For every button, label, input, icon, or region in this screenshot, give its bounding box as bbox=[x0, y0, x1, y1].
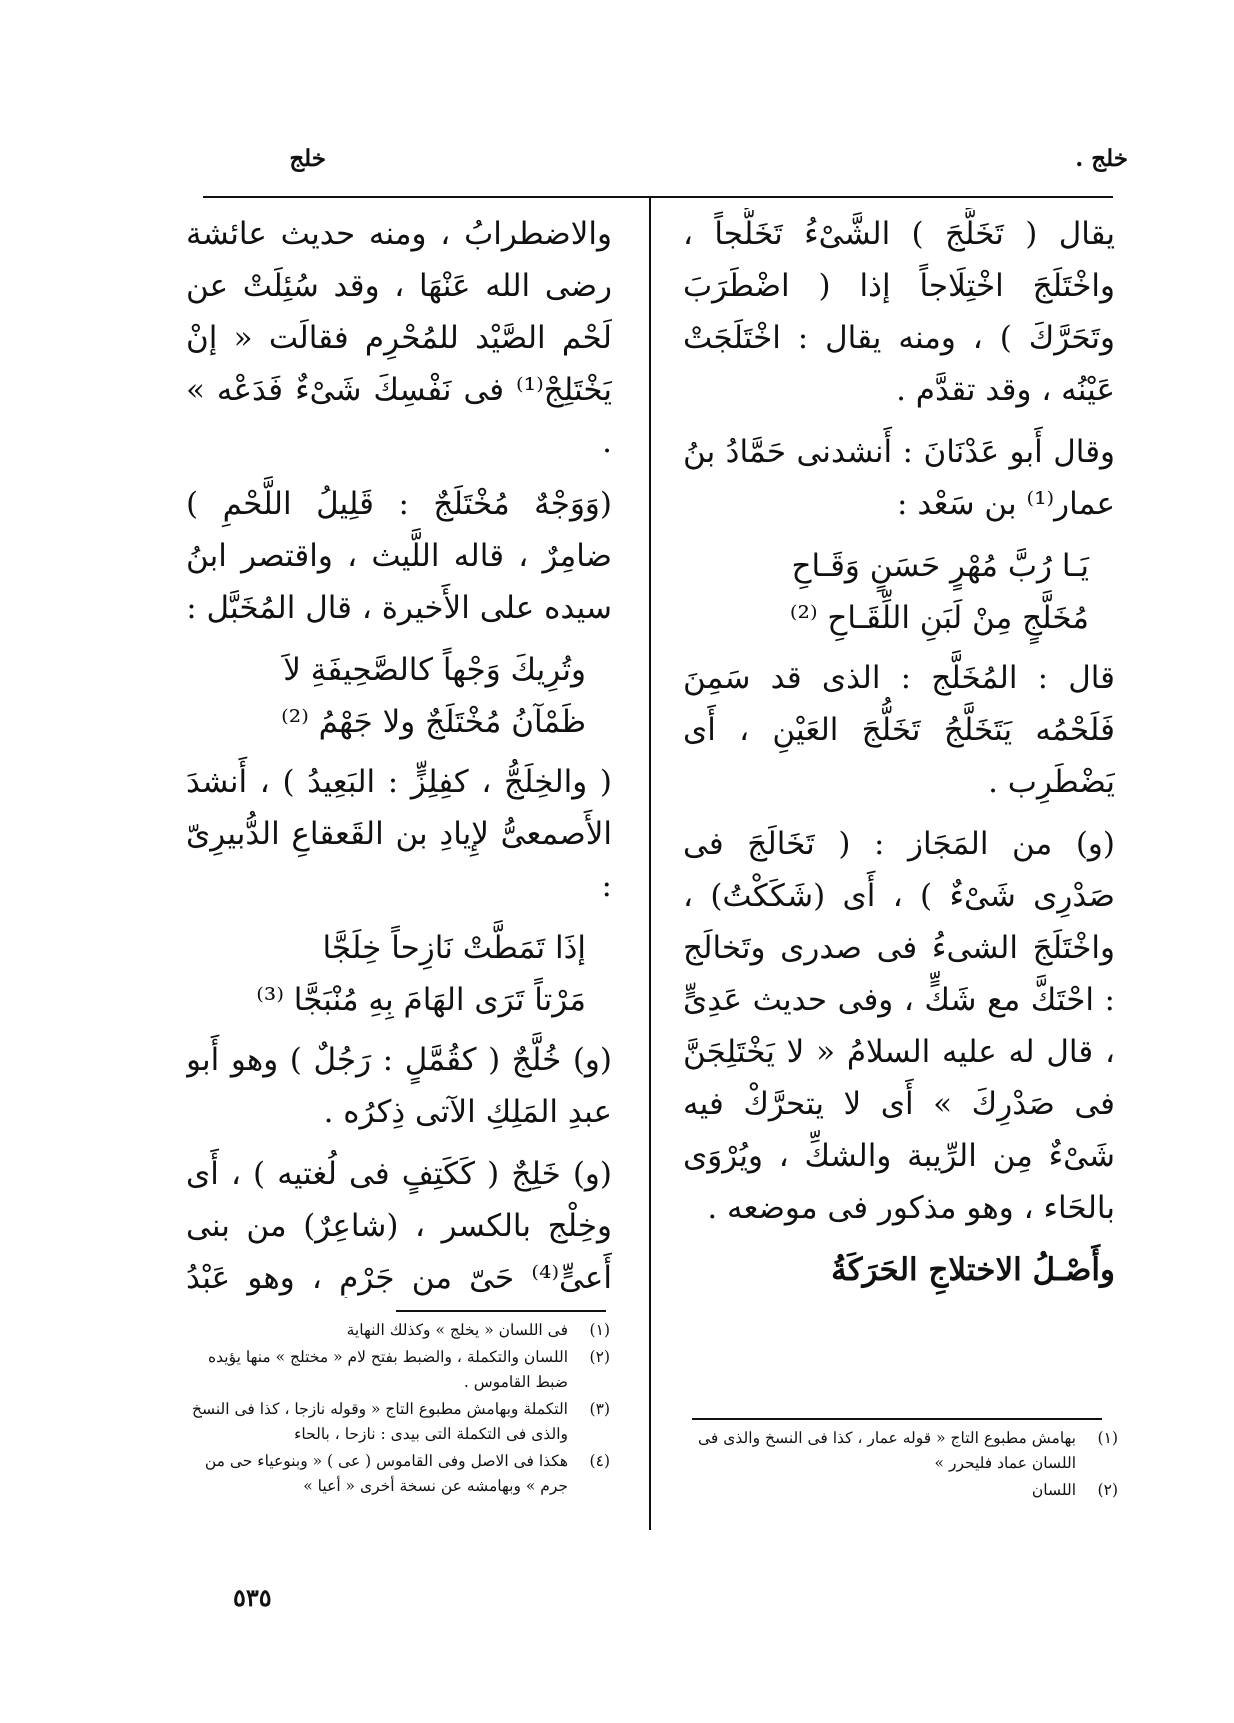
footnote bbox=[186, 1345, 610, 1395]
footnote-number: (١) bbox=[589, 1321, 610, 1339]
header-rule bbox=[203, 196, 1113, 198]
footnote-number: (٢) bbox=[589, 1348, 610, 1366]
verse-hemistich: وتُرِيكَ وَجْهاً كالصَّحِيفَةِ لاَ bbox=[283, 652, 586, 688]
footnote-number: (٤) bbox=[589, 1452, 610, 1470]
closing-line: وأَصْـلُ الاختلاجِ الحَرَكَةُ bbox=[831, 1252, 1115, 1288]
footnote-text: هكذا فى الاصل وفى القاموس ( عى ) « وبنوعياء حى من جرم » وبهامشه عن نسخة أخرى « أعيا » bbox=[204, 1452, 568, 1495]
paragraph: والاضطرابُ ، ومنه حديث عائشة رضى الله عَنْهَا ، وقد سُئِلَتْ عن لَحْم الصَّيْد للمُحْرِم فقالَت « إنْ يَخْتَلِجْ⁽¹⁾ فى نَفْسِكَ شَىْءٌ فَدَعْه » . bbox=[186, 216, 612, 460]
paragraph: (و) من المَجَاز : ( تَخَالَجَ فى صَدْرِى شَىْءٌ ) ، أَى (شَكَكْتُ) ، واخْتَلَجَ الشىءُ فى صدرى وتَخالَج : احْتَكَّ مع شَكٍّ ، وفى حديث عَدِىٍّ ، قال له عليه السلامُ « لا يَخْتَلِجَنَّ فى صَدْرِكَ » أَى لا يتحرَّكْ فيه شَىْءٌ مِن الرِّيبة والشكِّ ، ويُرْوَى بالحَاء ، وهو مذكور فى موضعه . bbox=[683, 826, 1115, 1226]
paragraph: يقال ( تَخَلَّجَ ) الشَّىْءُ تَخَلُّجاً ، واخْتَلَجَ اخْتِلَاجاً إذا ( اضْطَرَبَ وتَحَرَّكَ ) ، ومنه يقال : اخْتَلَجَتْ عَيْنُه ، وقد تقدَّم . bbox=[683, 216, 1115, 408]
verse bbox=[683, 540, 1115, 644]
paragraph: (و) خَلِجٌ ( كَكَتِفٍ فى لُغتيه ) ، أَى وخِلْج بالكسر ، (شاعِرٌ) من بنى أَعىٍّ⁽⁴⁾ حَىّ من جَرْمٍ ، وهو عَبْدُ bbox=[186, 1156, 612, 1296]
footnote bbox=[683, 1426, 1118, 1476]
footnote bbox=[683, 1478, 1118, 1503]
verse-hemistich: ظَمْآنُ مُخْتَلَجٌ ولا جَهْمُ ⁽²⁾ bbox=[281, 704, 586, 740]
verse-hemistich: يَـا رُبَّ مُهْرٍ حَسَنٍ وَقَـاحِ bbox=[791, 548, 1089, 584]
column-divider bbox=[649, 198, 651, 1530]
paragraph: (وَوَجْهٌ مُخْتَلَجٌ : قَلِيلُ اللَّحْمِ ) ضامِرٌ ، قاله اللَّيث ، واقتصر ابنُ سيده على الأَخيرة ، قال المُخَبَّل : bbox=[186, 486, 612, 626]
left-column bbox=[186, 208, 612, 1298]
verse-hemistich: مُخَلَّجٍ مِنْ لَبَنِ اللِّقَـاحِ ⁽²⁾ bbox=[789, 600, 1089, 636]
footnote-text: اللسان والتكملة ، والضبط بفتح لام « مختلج » منها يؤيده ضبط القاموس . bbox=[208, 1348, 568, 1391]
running-header-right: خلج . bbox=[1075, 145, 1128, 172]
verse-hemistich: مَرْتاً تَرَى الهَامَ بِهِ مُنْبَجَّا ⁽³⁾ bbox=[256, 982, 586, 1018]
verse bbox=[186, 922, 612, 1026]
footnotes-left bbox=[186, 1318, 610, 1501]
verse bbox=[186, 644, 612, 748]
paragraph: (و) خُلَّجٌ ( كقُمَّلٍ : رَجُلٌ ) وهو أَبو عبدِ المَلِكِ الآتى ذِكرُه . bbox=[186, 1042, 612, 1130]
paragraph: ( والخِلَجُّ ، كفِلِزٍّ : البَعِيدُ ) ، أَنشدَ الأَصمعىُّ لإِيادِ بن القَعقاعِ الدُّبيرِىّ : bbox=[186, 764, 612, 904]
footnote bbox=[186, 1449, 610, 1499]
footnote-text: فى اللسان « يخلج » وكذلك النهاية bbox=[346, 1321, 568, 1339]
footnote-number: (١) bbox=[1097, 1429, 1118, 1447]
right-column bbox=[683, 208, 1115, 1298]
paragraph: قال : المُخَلَّج : الذى قد سَمِنَ فَلَحْمُه يَتَخَلَّجُ تَخَلُّجَ العَيْنِ ، أَى يَضْطَرِب . bbox=[683, 660, 1115, 800]
paragraph: وقال أَبو عَدْنَانَ : أَنشدنى حَمَّادُ بنُ عمار⁽¹⁾ بن سَعْد : bbox=[683, 434, 1115, 522]
verse-hemistich: إذَا تَمَطَّتْ نَازِحاً خِلَجَّا bbox=[322, 930, 586, 966]
footnote-rule bbox=[692, 1418, 1102, 1420]
footnote bbox=[186, 1397, 610, 1447]
page-number: ٥٣٥ bbox=[233, 1583, 272, 1612]
footnote-number: (٣) bbox=[589, 1400, 610, 1418]
running-header-left: خلج bbox=[289, 145, 326, 172]
footnote-text: بهامش مطبوع التاج « قوله عمار ، كذا فى النسخ والذى فى اللسان عماد فليحرر » bbox=[698, 1429, 1076, 1472]
footnote-number: (٢) bbox=[1097, 1481, 1118, 1499]
footnotes-right bbox=[683, 1426, 1118, 1505]
footnote-text: التكملة وبهامش مطبوع التاج « وقوله نازجا ، كذا فى النسخ والذى فى التكملة التى بيدى : نازحا ، بالحاء bbox=[192, 1400, 568, 1443]
footnote-rule bbox=[396, 1310, 606, 1312]
footnote-text: اللسان bbox=[1031, 1481, 1076, 1499]
footnote bbox=[186, 1318, 610, 1343]
